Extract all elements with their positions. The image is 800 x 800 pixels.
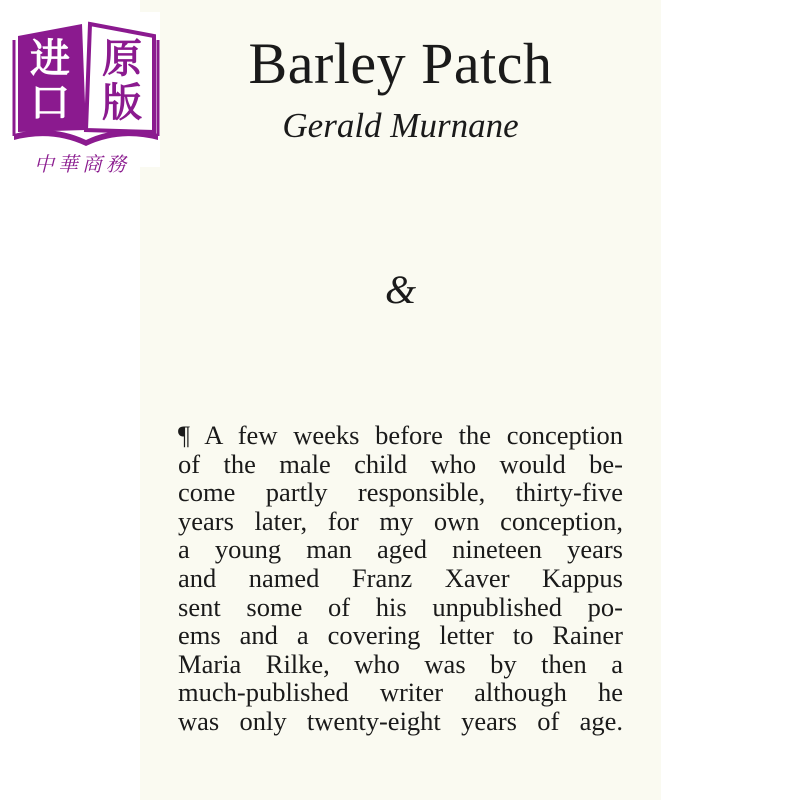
excerpt-line: much-published writer although he: [178, 677, 623, 708]
book-cover: [140, 0, 661, 800]
logo-left-char-1: 进: [30, 36, 70, 82]
excerpt-line: and named Franz Xaver Kappus: [178, 562, 623, 593]
ampersand-ornament: &: [384, 267, 417, 312]
book-title: Barley Patch: [248, 31, 553, 96]
excerpt-paragraph: [178, 421, 623, 736]
logo-right-char-2: 版: [102, 80, 142, 126]
excerpt-line: ems and a covering letter to Rainer: [178, 620, 623, 651]
logo-caption: 中華商務: [34, 154, 130, 176]
excerpt-line: years later, for my own conception,: [178, 505, 623, 536]
open-book-icon: [12, 12, 160, 147]
excerpt-line: come partly responsible, thirty-five: [178, 477, 623, 508]
excerpt-line: ¶ A few weeks before the conception: [178, 420, 623, 450]
book-author: Gerald Murnane: [282, 106, 519, 145]
logo-right-char-1: 原: [102, 36, 142, 82]
logo-left-char-2: 口: [30, 80, 70, 126]
excerpt-line: was only twenty-eight years of age.: [178, 705, 623, 736]
excerpt-line: sent some of his unpublished po-: [178, 591, 623, 622]
imported-original-logo: [12, 12, 160, 176]
excerpt-line: of the male child who would be-: [178, 448, 623, 479]
excerpt-line: a young man aged nineteen years: [178, 534, 623, 565]
excerpt-line: Maria Rilke, who was by then a: [178, 648, 623, 679]
